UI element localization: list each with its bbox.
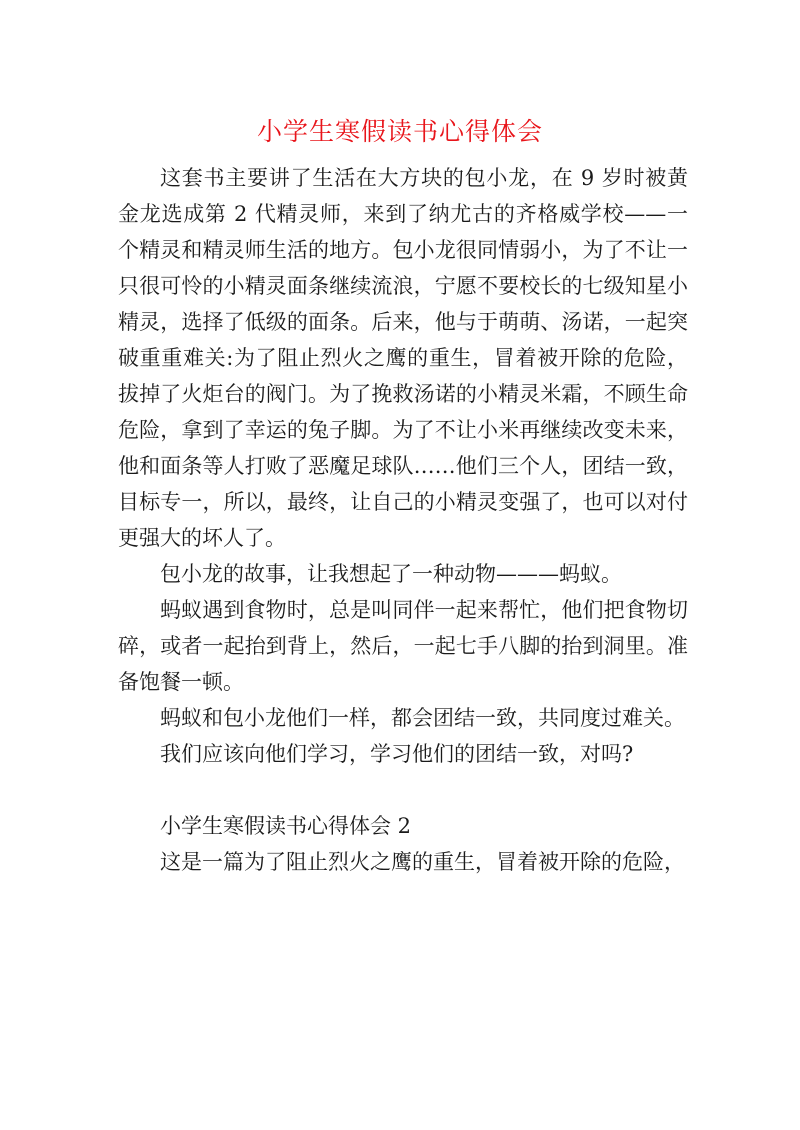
section2-heading: 小学生寒假读书心得体会 2 xyxy=(160,814,412,838)
document-title: 小学生寒假读书心得体会 xyxy=(256,117,543,146)
document-body xyxy=(118,160,688,880)
paragraph-summary: 这套书主要讲了生活在大方块的包小龙，在 9 岁时被黄金龙选成第 2 代精灵师，来到了纳尤古的齐格威学校——一个精灵和精灵师生活的地方。包小龙很同情弱小，为了不让一只很可怜的小精灵面条继续流浪，宁愿不要校长的七级知星小精灵，选择了低级的面条。后来，他与于萌萌、汤诺，一起突破重重难关:为了阻止烈火之鹰的重生，冒着被开除的危险，拔掉了火炬台的阀门。为了挽救汤诺的小精灵米霜，不顾生命危险，拿到了幸运的兔子脚。为了不让小米再继续改变未来，他和面条等人打败了恶魔足球队……他们三个人，团结一致，目标专一，所以，最终，让自己的小精灵变强了，也可以对付更强大的坏人了。 xyxy=(118,166,688,550)
paragraph-ant-behavior: 蚂蚁遇到食物时，总是叫同伴一起来帮忙，他们把食物切碎，或者一起抬到背上，然后，一起七手八脚的抬到洞里。准备饱餐一顿。 xyxy=(118,598,688,694)
section2-first-line: 这是一篇为了阻止烈火之鹰的重生，冒着被开除的危险， xyxy=(160,850,685,874)
paragraph-conclusion: 我们应该向他们学习，学习他们的团结一致，对吗? xyxy=(160,742,634,766)
paragraph-ant-intro: 包小龙的故事，让我想起了一种动物———蚂蚁。 xyxy=(160,562,622,586)
section-spacer xyxy=(118,772,688,808)
paragraph-comparison: 蚂蚁和包小龙他们一样，都会团结一致，共同度过难关。 xyxy=(160,706,685,730)
